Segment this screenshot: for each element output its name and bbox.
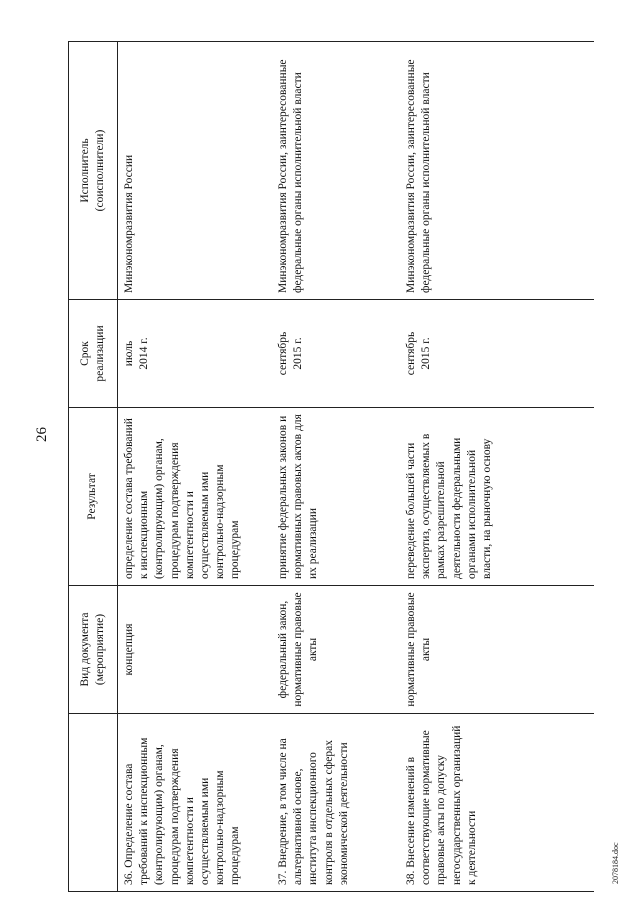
- rotated-table-wrapper: [68, 42, 580, 892]
- row-executor: Минэкономразвития России, заинтересованные федеральные органы исполнительной власти: [272, 42, 400, 300]
- table-row: [272, 42, 400, 892]
- table-row: [400, 42, 594, 892]
- row-action: 38. Внесение изменений в соответствующие нормативные правовые акты по допуску негосударственных организаций к деятельности: [400, 714, 594, 892]
- header-executor: Исполнитель (соисполнители): [69, 42, 118, 300]
- row-term: июль 2014 г.: [118, 300, 273, 408]
- row-result: определение состава требований к инспекционным (контролирующим) органам, процедурам подтверждения компетентности и осуществляемым ими контрольно-надзорным процедурам: [118, 408, 273, 586]
- table-header-row: [69, 42, 118, 892]
- table-row: [118, 42, 273, 892]
- row-doc-type: нормативные правовые акты: [400, 586, 594, 714]
- row-executor: Минэкономразвития России: [118, 42, 273, 300]
- row-term: сентябрь 2015 г.: [272, 300, 400, 408]
- row-doc-type: концепция: [118, 586, 273, 714]
- row-result: принятие федеральных законов и нормативных правовых актов для их реализации: [272, 408, 400, 586]
- header-doc-type: Вид документа (мероприятие): [69, 586, 118, 714]
- header-measure: [69, 714, 118, 892]
- measures-table: [68, 41, 594, 892]
- row-executor: Минэкономразвития России, заинтересованные федеральные органы исполнительной власти: [400, 42, 594, 300]
- row-doc-type: федеральный закон, нормативные правовые акты: [272, 586, 400, 714]
- row-action: 36. Определение состава требований к инспекционным (контролирующим) органам, процедурам подтверждения компетентности и осуществляемым ими контрольно-надзорным процедурам: [118, 714, 273, 892]
- row-term: сентябрь 2015 г.: [400, 300, 594, 408]
- row-action: 37. Внедрение, в том числе на альтернативной основе, института инспекционного контроля в отдельных сферах экономической деятельности: [272, 714, 400, 892]
- row-result: переведение большей части экспертиз, осуществляемых в рамках разрешительной деятельности федеральными органами исполнительной власти, на рыночную основу: [400, 408, 594, 586]
- page-number: 26: [34, 427, 50, 442]
- header-result: Результат: [69, 408, 118, 586]
- header-term: Срок реализации: [69, 300, 118, 408]
- file-name-footer: 2078184.doc: [611, 842, 620, 884]
